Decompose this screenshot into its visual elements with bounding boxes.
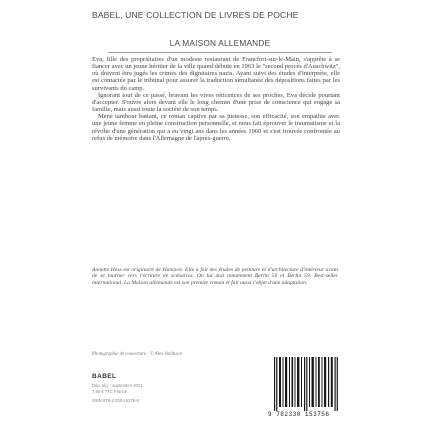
barcode-bars — [268, 357, 346, 411]
cover-credit: Photographie de couverture : © Alex Smithson — [92, 352, 182, 357]
synopsis — [92, 56, 340, 142]
synopsis-paragraph: Eva, fille des propriétaires d'un modeste restaurant de Francfort-sur-le-Main, s'apprête à se fiancer avec un jeune héritier de la ville quand débute en 1963 le "second procès d'Auschwitz", où doivent être jugés les crimes des dignitaires nazis. Ayant suivi des études d'interprète, elle est contactée par le tribunal pour assurer la traduction simultanée des dépositions faites par les survivants du camp. — [92, 56, 340, 92]
barcode — [268, 357, 346, 419]
isbn: ISBN 978-2-330-15375-6 — [92, 398, 139, 403]
synopsis-paragraph: Ignorant tout de ce passé, bravant les vives réticences de ses proches, Eva décide pourtant d'accepter. S'ouvre alors devant elle le long chemin d'une prise de conscience qui engage sa famille, mais aussi toute la société de son temps. — [92, 91, 340, 114]
price: 7,90 € TTC France — [92, 389, 128, 394]
book-title: LA MAISON ALLEMANDE — [169, 38, 271, 48]
barcode-digits: 9 782330 153756 — [268, 411, 330, 418]
publisher-name: BABEL — [92, 373, 117, 380]
title-divider — [108, 52, 332, 53]
synopsis-paragraph: Mené tambour battant, ce roman captive par sa justesse, son efficacité, son empathie avec une jeune femme en pleine construction personnelle, et nous fait éprouver le traumatisme et la révolte d'une génération qui a eu vingt ans dans les années 1960 et s'est trouvée confrontée au refus de mémoire dans l'Allemagne de l'après-guerre. — [92, 113, 340, 142]
series-name: BABEL, UNE COLLECTION DE LIVRES DE POCHE — [92, 10, 299, 20]
author-bio: Annette Hess est originaire de Hanovre. Elle a fait des études de peinture et d'architecture d'intérieur avant de se tourner vers l'écriture de scénarios. On lui doit notamment Berlin 56 et Berlin 59. Best-seller international, La Maison allemande est son premier roman et fait aussi l'objet d'une adaptation. — [92, 267, 338, 286]
legal-deposit: Dép. lég. : septembre 2021 — [92, 383, 143, 388]
